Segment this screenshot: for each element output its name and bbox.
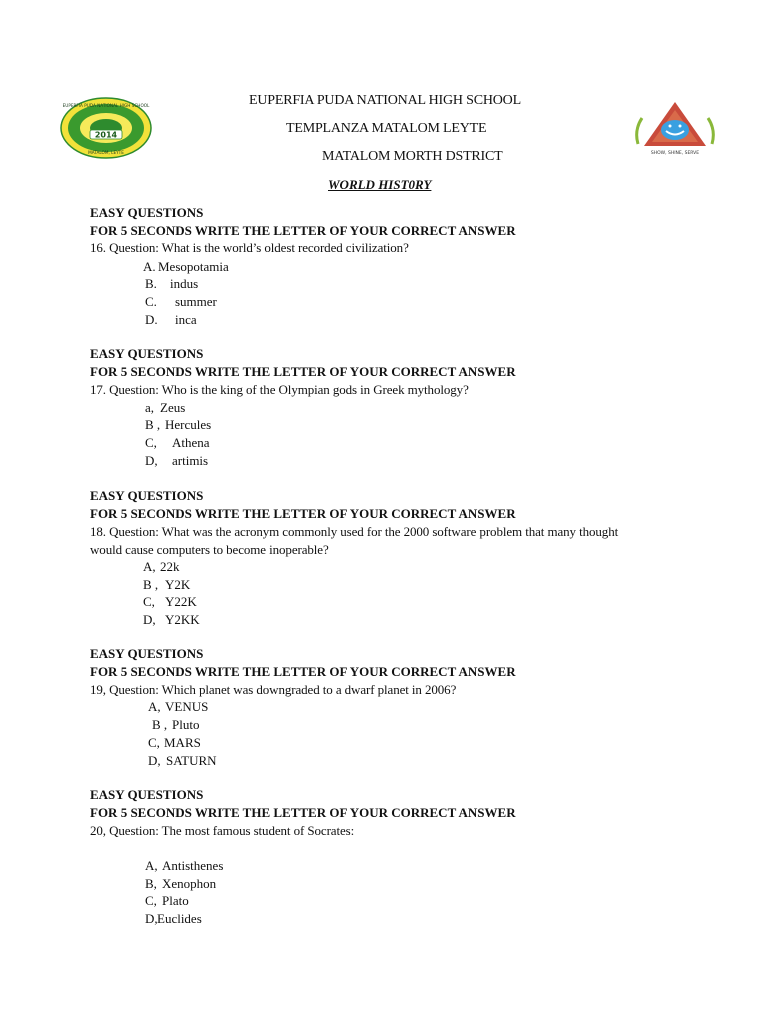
school-seal-logo (60, 97, 152, 159)
option-letter: B , (145, 417, 161, 432)
option-text: artimis (172, 453, 209, 468)
option-text: Y2K (165, 577, 191, 592)
option-letter: C. (145, 294, 157, 309)
section-heading: EASY QUESTIONS (90, 787, 204, 802)
option-text: Hercules (165, 417, 212, 432)
option-letter: A, (148, 699, 161, 714)
option-text: 22k (160, 559, 180, 574)
option-letter: D. (145, 312, 158, 327)
option-letter: D, (143, 612, 156, 627)
option-text: MARS (164, 735, 201, 750)
section-heading: EASY QUESTIONS (90, 488, 204, 503)
question-text: 20, Question: The most famous student of Socrates: (90, 823, 355, 838)
question-text-continued: would cause computers to become inoperable? (90, 542, 329, 557)
option-letter: B, (145, 876, 157, 891)
option-text: indus (170, 276, 199, 291)
option-letter: B , (152, 717, 168, 732)
section-instruction: FOR 5 SECONDS WRITE THE LETTER OF YOUR CORRECT ANSWER (90, 223, 516, 238)
option-text: Antisthenes (162, 858, 224, 873)
section-instruction: FOR 5 SECONDS WRITE THE LETTER OF YOUR CORRECT ANSWER (90, 364, 516, 379)
option-letter: D, (145, 911, 158, 926)
school-address: TEMPLANZA MATALOM LEYTE (286, 121, 487, 136)
question-text: 17. Question: Who is the king of the Olympian gods in Greek mythology? (90, 382, 469, 397)
option-text: Plato (162, 893, 189, 908)
question-text: 19, Question: Which planet was downgraded to a dwarf planet in 2006? (90, 682, 457, 697)
option-letter: D, (145, 453, 158, 468)
option-text: SATURN (166, 753, 217, 768)
option-text: VENUS (165, 699, 209, 714)
question-text: 18. Question: What was the acronym commonly used for the 2000 software problem that many thought (90, 524, 619, 539)
section-instruction: FOR 5 SECONDS WRITE THE LETTER OF YOUR CORRECT ANSWER (90, 664, 516, 679)
section-heading: EASY QUESTIONS (90, 346, 204, 361)
option-text: Zeus (160, 400, 186, 415)
option-letter: C, (145, 435, 157, 450)
section-instruction: FOR 5 SECONDS WRITE THE LETTER OF YOUR CORRECT ANSWER (90, 805, 516, 820)
option-text: Y2KK (165, 612, 200, 627)
option-letter: C, (143, 594, 155, 609)
option-letter: a, (145, 400, 155, 415)
option-text: inca (175, 312, 197, 327)
school-name: EUPERFIA PUDA NATIONAL HIGH SCHOOL (249, 93, 521, 108)
option-letter: A, (143, 559, 156, 574)
option-letter: A, (145, 858, 158, 873)
option-text: Pluto (172, 717, 200, 732)
school-district: MATALOM MORTH DSTRICT (322, 149, 503, 164)
option-letter: C, (148, 735, 160, 750)
option-text: Athena (172, 435, 210, 450)
logo-caption: SHOW, SHINE, SERVE (650, 151, 700, 156)
question-text: 16. Question: What is the world’s oldest recorded civilization? (90, 240, 409, 255)
option-letter: B. (145, 276, 157, 291)
section-heading: EASY QUESTIONS (90, 205, 204, 220)
option-letter: C, (145, 893, 157, 908)
subject-title: WORLD HIST0RY (328, 177, 432, 192)
option-text: summer (175, 294, 217, 309)
option-text: Xenophon (162, 876, 217, 891)
section-heading: EASY QUESTIONS (90, 646, 204, 661)
option-letter: B , (143, 577, 159, 592)
option-text: Y22K (165, 594, 197, 609)
option-letter: D, (148, 753, 161, 768)
option-text: Mesopotamia (158, 259, 229, 274)
option-letter: A. (143, 259, 156, 274)
section-instruction: FOR 5 SECONDS WRITE THE LETTER OF YOUR CORRECT ANSWER (90, 506, 516, 521)
seal-year: 2014 (94, 130, 118, 140)
option-text: Euclides (157, 911, 202, 926)
seal-top-text: EUPERFIA PUDA NATIONAL HIGH SCHOOL (62, 103, 150, 108)
district-triangle-logo (632, 100, 718, 158)
seal-bottom-text: MATALOM, LEYTE (88, 150, 124, 155)
